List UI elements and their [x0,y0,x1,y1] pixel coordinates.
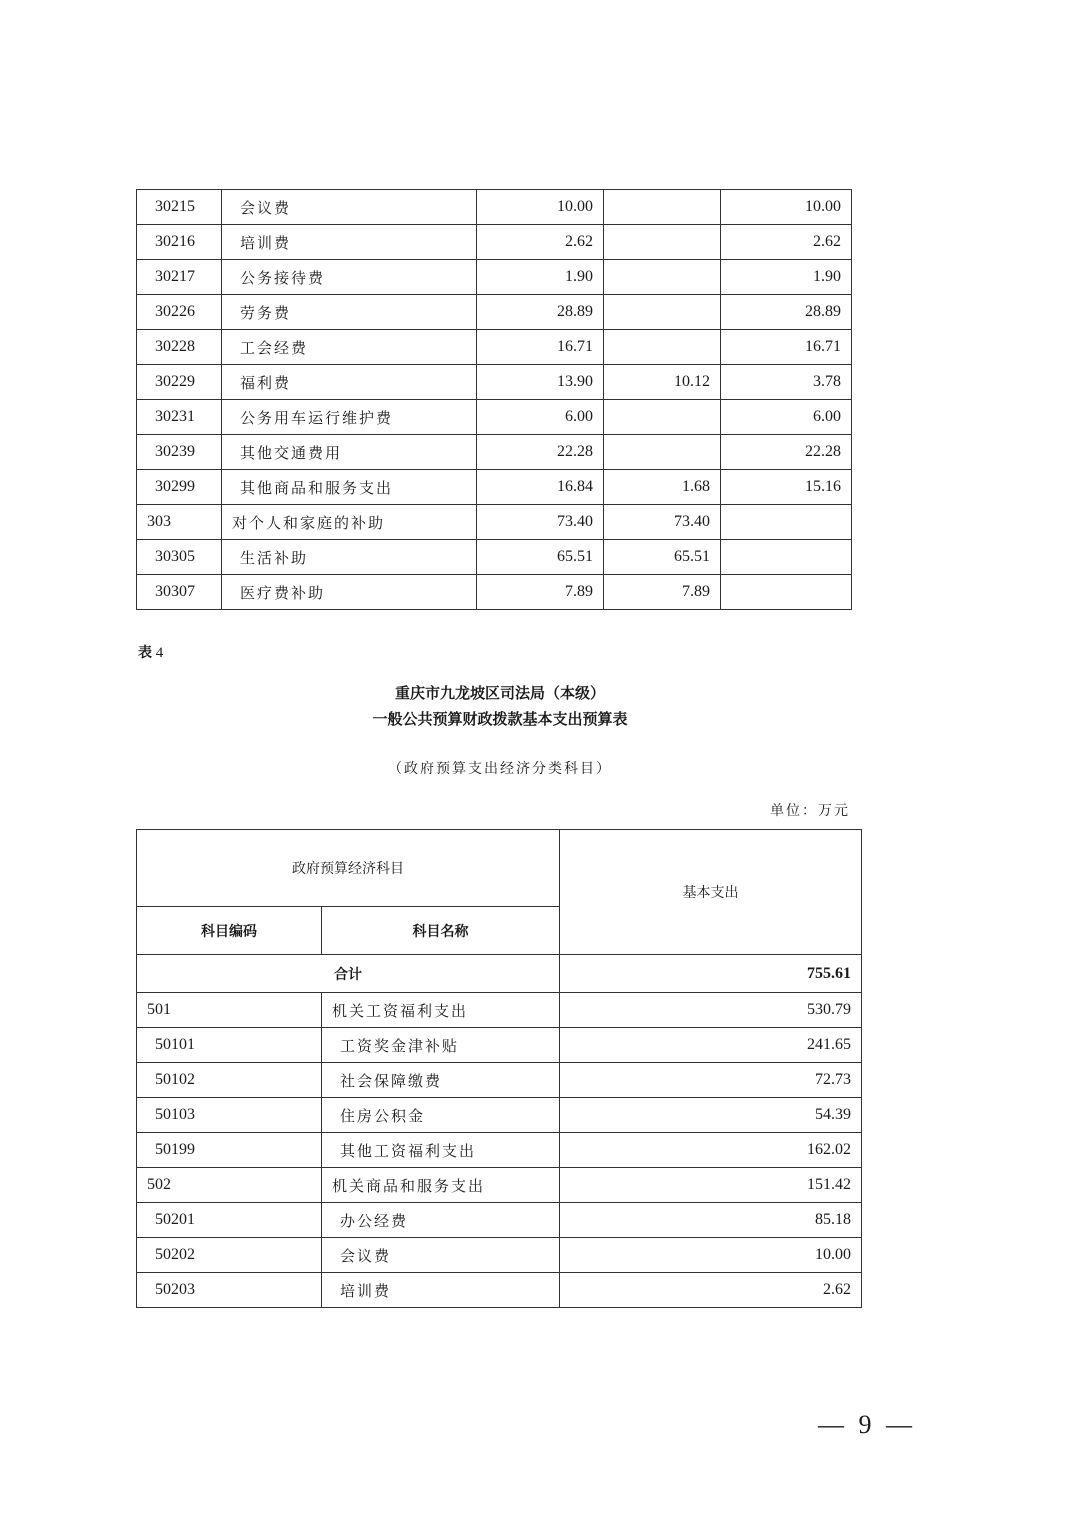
subject-code: 30215 [137,190,222,225]
total-amount: 73.40 [477,505,604,540]
table-row [137,1133,862,1168]
total-amount: 16.84 [477,470,604,505]
subject-code: 50202 [137,1238,322,1273]
subject-name: 公务接待费 [222,260,477,295]
table-row [137,1028,862,1063]
public-amount: 10.00 [721,190,852,225]
subject-name: 培训费 [222,225,477,260]
header-subject-name: 科目名称 [322,907,560,955]
subject-name: 工会经费 [222,330,477,365]
subject-code: 50103 [137,1098,322,1133]
subject-code: 50199 [137,1133,322,1168]
subject-name: 生活补助 [222,540,477,575]
subject-name: 培训费 [322,1273,560,1308]
public-amount [721,505,852,540]
subject-name: 福利费 [222,365,477,400]
total-amount: 1.90 [477,260,604,295]
page-number: — 9 — [818,1410,916,1439]
table-label: 表 4 [138,645,164,661]
public-amount: 3.78 [721,365,852,400]
total-label: 合计 [137,955,560,993]
basic-expenditure-amount: 151.42 [560,1168,862,1203]
basic-expenditure-amount: 241.65 [560,1028,862,1063]
subject-name: 对个人和家庭的补助 [222,505,477,540]
table-row [137,1168,862,1203]
personnel-amount [604,190,721,225]
personnel-amount: 65.51 [604,540,721,575]
subject-code: 30217 [137,260,222,295]
table-row [137,190,852,225]
table-row [137,470,852,505]
subject-code: 303 [137,505,222,540]
subject-name: 机关商品和服务支出 [322,1168,560,1203]
subject-name: 医疗费补助 [222,575,477,610]
subject-code: 30299 [137,470,222,505]
subject-name: 公务用车运行维护费 [222,400,477,435]
header-basic-expenditure: 基本支出 [560,830,862,955]
subject-name: 会议费 [322,1238,560,1273]
subject-code: 50101 [137,1028,322,1063]
table-row [137,1273,862,1308]
subject-name: 其他商品和服务支出 [222,470,477,505]
personnel-amount: 10.12 [604,365,721,400]
total-amount: 16.71 [477,330,604,365]
table-row [137,993,862,1028]
subject-code: 30229 [137,365,222,400]
table-row [137,260,852,295]
table-title-line2: 一般公共预算财政拨款基本支出预算表 [372,710,628,728]
personnel-amount [604,435,721,470]
table-row [137,1098,862,1133]
basic-expenditure-amount: 10.00 [560,1238,862,1273]
table-row [137,365,852,400]
personnel-amount [604,225,721,260]
public-amount [721,575,852,610]
subject-code: 30239 [137,435,222,470]
subject-code: 50102 [137,1063,322,1098]
table-title: 重庆市九龙坡区司法局（本级） [394,684,605,702]
table-subtitle: （政府预算支出经济分类科目） [388,761,612,777]
subject-name: 社会保障缴费 [322,1063,560,1098]
subject-code: 30305 [137,540,222,575]
personnel-amount [604,260,721,295]
basic-expenditure-amount: 530.79 [560,993,862,1028]
subject-code: 30226 [137,295,222,330]
subject-code: 30228 [137,330,222,365]
table-row [137,505,852,540]
personnel-amount: 73.40 [604,505,721,540]
total-amount: 10.00 [477,190,604,225]
public-amount: 1.90 [721,260,852,295]
subject-name: 会议费 [222,190,477,225]
header-subject-code: 科目编码 [137,907,322,955]
total-amount: 13.90 [477,365,604,400]
table-row [137,1063,862,1098]
personnel-amount [604,330,721,365]
personnel-amount: 7.89 [604,575,721,610]
basic-expenditure-table [136,829,862,1308]
personnel-amount [604,295,721,330]
table-row [137,435,852,470]
public-amount: 2.62 [721,225,852,260]
subject-code: 502 [137,1168,322,1203]
subject-code: 30231 [137,400,222,435]
table-row [137,1203,862,1238]
table-row [137,540,852,575]
subject-name: 办公经费 [322,1203,560,1238]
table-row [137,330,852,365]
subject-name: 其他交通费用 [222,435,477,470]
table-row [137,575,852,610]
total-amount: 22.28 [477,435,604,470]
table-row [137,225,852,260]
public-amount: 6.00 [721,400,852,435]
total-amount: 2.62 [477,225,604,260]
subject-name: 机关工资福利支出 [322,993,560,1028]
unit-label: 单位：万元 [770,803,850,819]
subject-name: 工资奖金津补贴 [322,1028,560,1063]
table-row [137,295,852,330]
public-amount: 28.89 [721,295,852,330]
total-amount: 65.51 [477,540,604,575]
basic-expenditure-amount: 162.02 [560,1133,862,1168]
basic-expenditure-amount: 85.18 [560,1203,862,1238]
table-row [137,1238,862,1273]
subject-name: 劳务费 [222,295,477,330]
basic-expenditure-amount: 72.73 [560,1063,862,1098]
public-amount [721,540,852,575]
basic-expenditure-amount: 54.39 [560,1098,862,1133]
total-amount: 7.89 [477,575,604,610]
subject-name: 住房公积金 [322,1098,560,1133]
subject-code: 50201 [137,1203,322,1238]
subject-code: 30307 [137,575,222,610]
public-amount: 22.28 [721,435,852,470]
expense-continuation-table [136,189,852,610]
subject-name: 其他工资福利支出 [322,1133,560,1168]
subject-code: 30216 [137,225,222,260]
subject-code: 501 [137,993,322,1028]
personnel-amount: 1.68 [604,470,721,505]
header-economic-category: 政府预算经济科目 [137,830,560,907]
subject-code: 50203 [137,1273,322,1308]
basic-expenditure-amount: 2.62 [560,1273,862,1308]
public-amount: 16.71 [721,330,852,365]
total-value: 755.61 [560,955,862,993]
public-amount: 15.16 [721,470,852,505]
table-row [137,400,852,435]
total-amount: 6.00 [477,400,604,435]
personnel-amount [604,400,721,435]
total-amount: 28.89 [477,295,604,330]
